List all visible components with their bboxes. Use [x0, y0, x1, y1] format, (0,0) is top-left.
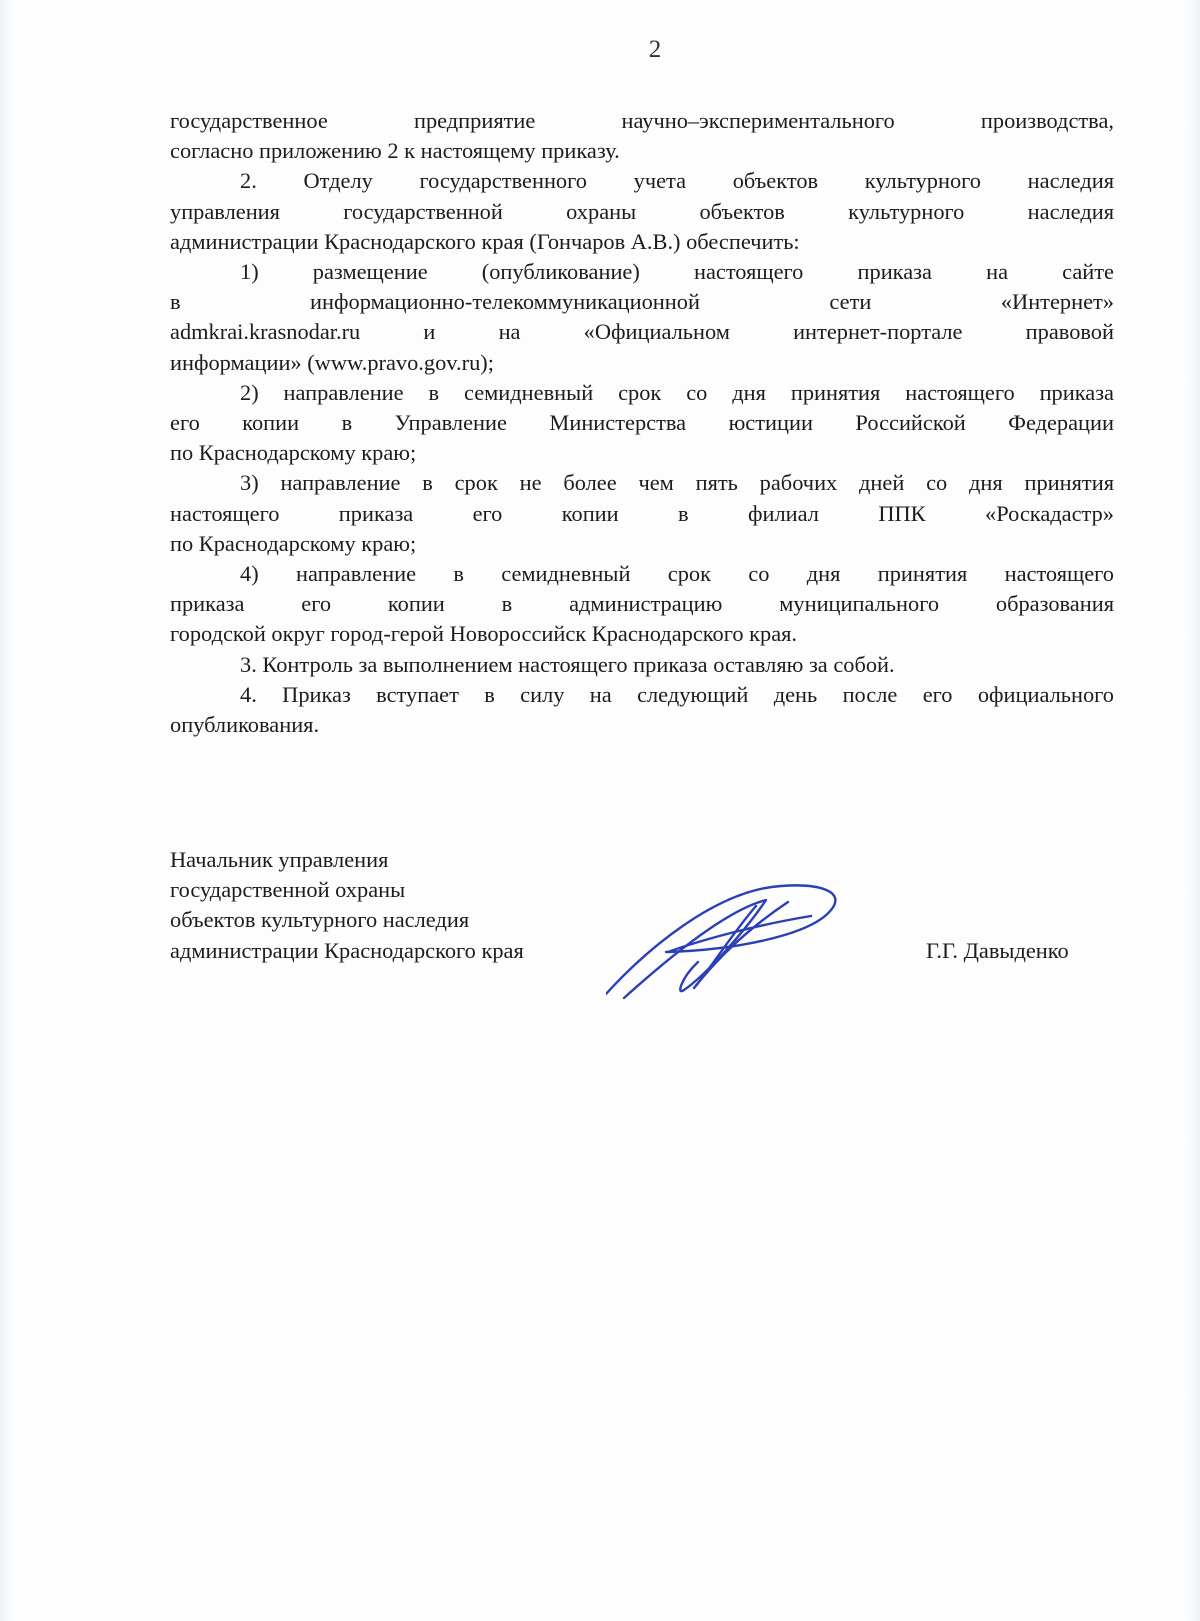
- paragraph-line: настоящего приказа его копии в филиал ППК «Роскадастр»: [170, 500, 1114, 526]
- paragraph-line: приказа его копии в администрацию муниципального образования: [170, 591, 1114, 617]
- paragraph-line: управления государственной охраны объектов культурного наследия: [170, 198, 1114, 224]
- paragraph-line: 2) направление в семидневный срок со дня принятия настоящего приказа: [240, 379, 1114, 405]
- signatory-position-line: Начальник управления: [170, 847, 389, 872]
- signatory-name: Г.Г. Давыденко: [926, 937, 1069, 963]
- paragraph-line: городской округ город-герой Новороссийск Краснодарского края.: [170, 621, 798, 647]
- handwritten-signature-icon: [606, 880, 856, 1020]
- paragraph-line: в информационно-телекоммуникационной сети «Интернет»: [170, 289, 1114, 315]
- paragraph-line: 2. Отделу государственного учета объектов культурного наследия: [240, 168, 1114, 194]
- scan-edge-right: [1186, 0, 1200, 1621]
- signatory-position-line: объектов культурного наследия: [170, 907, 470, 933]
- paragraph-line: его копии в Управление Министерства юстиции Российской Федерации: [170, 410, 1114, 436]
- paragraph-line: 3. Контроль за выполнением настоящего приказа оставляю за собой.: [240, 651, 895, 677]
- paragraph-line: 3) направление в срок не более чем пять рабочих дней со дня принятия: [240, 470, 1114, 496]
- paragraph-line: информации» (www.pravo.gov.ru);: [170, 349, 494, 375]
- document-body: [170, 106, 1114, 740]
- paragraph-line: администрации Краснодарского края (Гончаров А.В.) обеспечить:: [170, 228, 800, 254]
- page-number: 2: [648, 36, 662, 63]
- signatory-position-line: государственной охраны: [170, 877, 406, 903]
- paragraph-line: 1) размещение (опубликование) настоящего приказа на сайте: [240, 259, 1114, 285]
- paragraph-line: admkrai.krasnodar.ru и на «Официальном интернет-портале правовой: [170, 319, 1114, 345]
- scan-edge-left: [0, 0, 14, 1621]
- paragraph-line: 4. Приказ вступает в силу на следующий день после его официального: [240, 681, 1114, 707]
- paragraph-line: опубликования.: [170, 712, 320, 738]
- paragraph-line: 4) направление в семидневный срок со дня принятия настоящего: [240, 561, 1114, 587]
- paragraph-line: по Краснодарскому краю;: [170, 530, 417, 556]
- signatory-position-line: администрации Краснодарского края: [170, 937, 524, 963]
- signature-stroke: [606, 885, 835, 994]
- paragraph-line: по Краснодарскому краю;: [170, 440, 417, 466]
- paragraph-line: согласно приложению 2 к настоящему приказу.: [170, 138, 620, 164]
- paragraph-line: государственное предприятие научно–экспериментального производства,: [170, 108, 1114, 133]
- signature-stroke: [624, 900, 766, 998]
